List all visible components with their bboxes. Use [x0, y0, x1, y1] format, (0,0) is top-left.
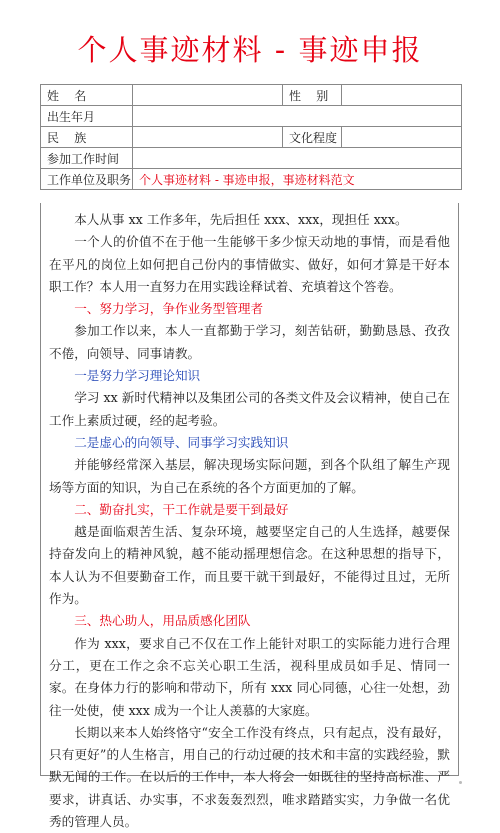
row-name [41, 85, 462, 106]
paragraph: 并能够经常深入基层，解决现场实际问题，到各个队组了解生产现场等方面的知识，为自己在系统的各个方面更加的了解。 [49, 457, 450, 495]
section-heading: 二、勤奋扎实，干工作就是要干到最好 [74, 501, 289, 517]
ethnicity-field[interactable] [133, 127, 283, 148]
paragraph: 越是面临艰苦生活、复杂环境，越要坚定自己的人生选择，越要保持奋发向上的精神风貌，越不能动摇理想信念。在这种思想的指导下，本人认为不但要勤奋工作，而且要干就干到最好，不能得过且过，无所作为。 [49, 524, 450, 607]
paragraph: 本人从事 xx 工作多年，先后担任 xxx、xxx，现担任 xxx。 [74, 212, 408, 227]
work-start-label: 参加工作时间 [41, 148, 133, 169]
info-table [40, 84, 462, 190]
page-title: 个人事迹材料 - 事迹申报 [77, 33, 423, 67]
section-heading: 一、努力学习，争作业务型管理者 [74, 301, 264, 317]
row-work-start [41, 148, 462, 169]
subsection-heading: 二是虚心的向领导、同事学习实践知识 [74, 434, 289, 450]
birth-label: 出生年月 [41, 106, 133, 127]
paragraph: 一个人的价值不在于他一生能够干多少惊天动地的事情，而是看他在平凡的岗位上如何把自己份内的事情做实、做好，如何才算是干好本职工作？本人用一直努力在用实践诠释试着、充填着这个答卷。 [49, 234, 450, 294]
ethnicity-label: 民 族 [41, 127, 133, 148]
birth-field[interactable] [133, 106, 462, 127]
row-unit [41, 169, 462, 190]
unit-value: 个人事迹材料 - 事迹申报，事迹材料范文 [133, 169, 462, 190]
gender-field[interactable] [342, 85, 462, 106]
narrative-body [40, 203, 459, 830]
name-label: 姓 名 [41, 85, 133, 106]
row-ethnicity [41, 127, 462, 148]
name-field[interactable] [133, 85, 283, 106]
work-start-field[interactable] [133, 148, 462, 169]
section-heading: 三、热心助人，用品质感化团队 [74, 613, 251, 629]
corner-dot [459, 781, 462, 784]
subsection-heading: 一是努力学习理论知识 [74, 368, 201, 384]
unit-label: 工作单位及职务 [41, 169, 133, 190]
paragraph: 作为 xxx，要求自己不仅在工作上能针对职工的实际能力进行合理分工，更在工作之余不忘关心职工生活，视科里成员如手足、情同一家。在身体力行的影响和带动下，所有 xxx 同心同德，心往一处想，劲往一处使，使 xxx 成为一个让人羡慕的大家庭。 [49, 635, 450, 718]
gender-label: 性 别 [283, 85, 342, 106]
row-birth [41, 106, 462, 127]
paragraph: 学习 xx 新时代精神以及集团公司的各类文件及会议精神，使自己在工作上素质过硬，经的起考验。 [49, 390, 450, 428]
education-label: 文化程度 [283, 127, 342, 148]
paragraph: 长期以来本人始终恪守“安全工作没有终点，只有起点，没有最好，只有更好”的人生格言，用自己的行动过硬的技术和丰富的实践经验，默默无闻的工作。在以后的工作中，本人将会一如既往的坚持高标准、严要求，讲真话、办实事，不求轰轰烈烈，唯求踏踏实实，力争做一名优秀的管理人员。 [49, 724, 450, 830]
education-field[interactable] [342, 127, 462, 148]
paragraph: 参加工作以来，本人一直都勤于学习，刻苦钻研，勤勤恳恳、孜孜不倦，向领导、同事请教。 [49, 323, 450, 361]
